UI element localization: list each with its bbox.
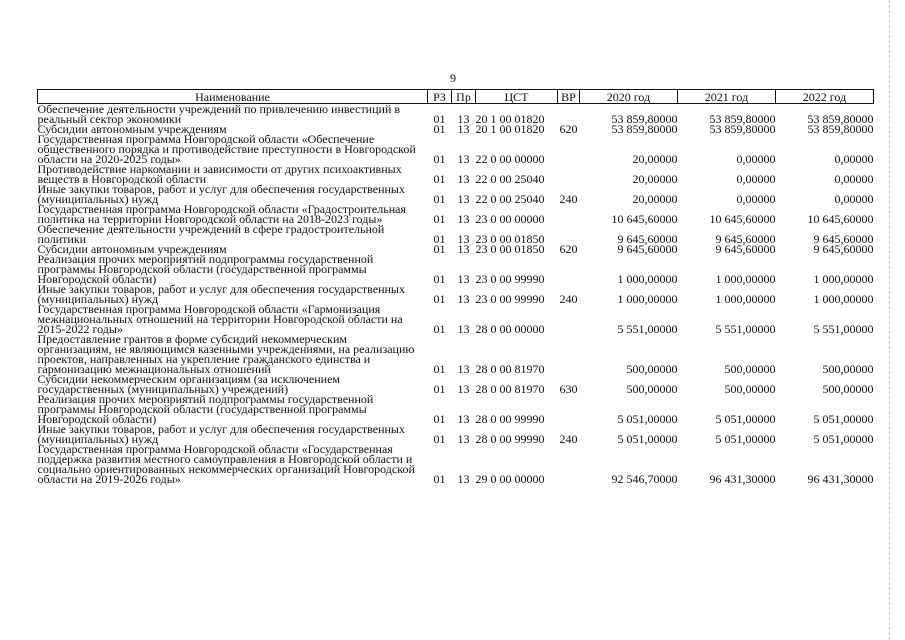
- page-edge-shadow: [889, 0, 890, 640]
- row-2021-value: 1 000,00000: [715, 272, 776, 286]
- row-2022-value: 9 645,60000: [813, 232, 874, 246]
- row-2022-value: 53 859,80000: [807, 112, 874, 126]
- row-cst: 23 0 00 01850: [475, 242, 545, 256]
- row-2021-value: 96 431,30000: [709, 472, 776, 486]
- row-name: Иные закупки товаров, работ и услуг для обеспечения государственных (муниципальных) нужд: [37, 282, 405, 306]
- row-name: Государственная программа Новгородской области «Гармонизация межнациональных отношений на территории Новгородской области на 2015-2022 годы»: [37, 302, 403, 336]
- row-2021-value: 53 859,80000: [709, 122, 776, 136]
- row-name: Государственная программа Новгородской области «Градостроительная политика на территории Новгородской области на 2018-2023 годы»: [37, 202, 406, 226]
- header-2022: 2022 год: [776, 90, 874, 104]
- row-cst: 28 0 00 81970: [475, 362, 545, 376]
- table-body: [38, 104, 874, 485]
- row-cst: 23 0 00 01850: [475, 232, 545, 246]
- row-pr: 13: [457, 232, 470, 246]
- header-2021: 2021 год: [678, 90, 776, 104]
- row-rz: 01: [433, 112, 446, 126]
- row-pr: 13: [457, 412, 470, 426]
- row-pr: 13: [457, 242, 470, 256]
- row-vr: [558, 334, 580, 374]
- row-rz: 01: [433, 412, 446, 426]
- row-name: Субсидии автономным учреждениям: [37, 122, 227, 136]
- row-2021-value: 1 000,00000: [715, 292, 776, 306]
- row-2022-value: 5 051,00000: [813, 432, 874, 446]
- row-2022-value: 5 551,00000: [813, 322, 874, 336]
- row-2020-value: 5 551,00000: [617, 322, 678, 336]
- row-pr: 13: [457, 172, 470, 186]
- row-pr: 13: [457, 152, 470, 166]
- table-row: [38, 444, 874, 484]
- row-2021-value: 10 645,60000: [709, 212, 776, 226]
- row-pr: 13: [457, 472, 470, 486]
- row-rz: 01: [433, 172, 446, 186]
- row-pr: 13: [457, 382, 470, 396]
- table-row: [38, 164, 874, 184]
- row-2020-value: 1 000,00000: [617, 272, 678, 286]
- row-name: Реализация прочих мероприятий подпрограммы государственной программы Новгородской области (государственной программы Новгородской области): [37, 392, 374, 426]
- row-2021-value: 5 551,00000: [715, 322, 776, 336]
- row-2022-value: 1 000,00000: [813, 272, 874, 286]
- row-cst: 22 0 00 25040: [475, 192, 545, 206]
- row-cst: 20 1 00 01820: [475, 112, 545, 126]
- row-rz: 01: [433, 362, 446, 376]
- row-vr: [558, 224, 580, 244]
- row-2021-value: 0,00000: [736, 192, 776, 206]
- row-2021-value: 9 645,60000: [715, 242, 776, 256]
- row-cst: 23 0 00 99990: [475, 272, 545, 286]
- table-row: [38, 424, 874, 444]
- row-cst: 28 0 00 99990: [475, 432, 545, 446]
- header-name: Наименование: [38, 90, 428, 104]
- row-2020-value: 9 645,60000: [617, 232, 678, 246]
- row-pr: 13: [457, 192, 470, 206]
- row-2020-value: 92 546,70000: [611, 472, 678, 486]
- page-number: 9: [450, 71, 456, 85]
- row-2020-value: 1 000,00000: [617, 292, 678, 306]
- row-cst: 28 0 00 81970: [475, 382, 545, 396]
- row-2022-value: 500,00000: [822, 382, 874, 396]
- row-2020-value: 500,00000: [626, 362, 678, 376]
- row-name: Предоставление грантов в форме субсидий некоммерческим организациям, не являющимся казенными учреждениями, на реализацию проектов, направленных на укрепление гражданского единства и гармонизацию межнациональных отношений: [37, 332, 415, 376]
- row-2021-value: 0,00000: [736, 172, 776, 186]
- row-2020-value: 9 645,60000: [617, 242, 678, 256]
- table-row: [38, 394, 874, 424]
- row-name: Иные закупки товаров, работ и услуг для обеспечения государственных (муниципальных) нужд: [37, 182, 405, 206]
- row-vr: [558, 164, 580, 184]
- row-cst: 22 0 00 00000: [475, 152, 545, 166]
- header-cst: ЦСТ: [476, 90, 558, 104]
- row-2022-value: 96 431,30000: [807, 472, 874, 486]
- row-rz: 01: [433, 292, 446, 306]
- row-pr: 13: [457, 322, 470, 336]
- row-rz: 01: [433, 382, 446, 396]
- row-2022-value: 0,00000: [834, 172, 874, 186]
- row-name: Иные закупки товаров, работ и услуг для обеспечения государственных (муниципальных) нужд: [37, 422, 405, 446]
- row-2022-value: 10 645,60000: [807, 212, 874, 226]
- table-row: [38, 104, 874, 125]
- row-2022-value: 9 645,60000: [813, 242, 874, 256]
- row-name: Обеспечение деятельности учреждений по привлечению инвестиций в реальный сектор экономики: [37, 102, 401, 126]
- row-cst: 20 1 00 01820: [475, 122, 545, 136]
- row-2021-value: 500,00000: [724, 362, 776, 376]
- row-2020-value: 53 859,80000: [611, 122, 678, 136]
- row-2020-value: 500,00000: [626, 382, 678, 396]
- table-row: [38, 204, 874, 224]
- table-row: [38, 224, 874, 244]
- row-vr: 630: [559, 382, 578, 396]
- row-vr: 240: [559, 192, 578, 206]
- row-vr: [558, 254, 580, 284]
- row-cst: 28 0 00 00000: [475, 322, 545, 336]
- row-name: Противодействие наркомании и зависимости от других психоактивных веществ в Новгородской области: [37, 162, 402, 186]
- row-2021-value: 9 645,60000: [715, 232, 776, 246]
- row-rz: 01: [433, 192, 446, 206]
- row-2020-value: 53 859,80000: [611, 112, 678, 126]
- row-name: Государственная программа Новгородской области «Государственная поддержка развития местного самоуправления в Новгородской области и социально ориентированных некоммерческих организаций Новгородской области на 2019-2026 годы»: [37, 442, 415, 486]
- row-2022-value: 1 000,00000: [813, 292, 874, 306]
- row-pr: 13: [457, 122, 470, 136]
- row-2022-value: 0,00000: [834, 152, 874, 166]
- row-rz: 01: [433, 242, 446, 256]
- row-vr: [558, 204, 580, 224]
- header-pr: Пр: [452, 90, 476, 104]
- table-row: [38, 254, 874, 284]
- budget-table: [37, 89, 874, 484]
- row-2021-value: 5 051,00000: [715, 432, 776, 446]
- header-2020: 2020 год: [580, 90, 678, 104]
- row-rz: 01: [433, 232, 446, 246]
- table-row: [38, 334, 874, 374]
- table-row: [38, 374, 874, 394]
- row-vr: [558, 394, 580, 424]
- row-2020-value: 5 051,00000: [617, 432, 678, 446]
- row-2021-value: 0,00000: [736, 152, 776, 166]
- table-row: [38, 184, 874, 204]
- row-name: Субсидии автономным учреждениям: [37, 242, 227, 256]
- row-rz: 01: [433, 322, 446, 336]
- row-2020-value: 20,00000: [632, 172, 678, 186]
- table-row: [38, 284, 874, 304]
- row-rz: 01: [433, 272, 446, 286]
- row-2022-value: 53 859,80000: [807, 122, 874, 136]
- row-2021-value: 53 859,80000: [709, 112, 776, 126]
- row-rz: 01: [433, 472, 446, 486]
- row-vr: [558, 304, 580, 334]
- row-rz: 01: [433, 212, 446, 226]
- row-vr: [558, 134, 580, 164]
- row-2021-value: 500,00000: [724, 382, 776, 396]
- table-row: [38, 304, 874, 334]
- row-pr: 13: [457, 112, 470, 126]
- row-name: Субсидии некоммерческим организациям (за исключением государственных (муниципальных) учреждений): [37, 372, 341, 396]
- row-name: Государственная программа Новгородской области «Обеспечение общественного порядка и противодействие преступности в Новгородской области на 2020-2025 годы»: [37, 132, 416, 166]
- row-pr: 13: [457, 272, 470, 286]
- row-vr: 240: [559, 292, 578, 306]
- row-cst: 23 0 00 00000: [475, 212, 545, 226]
- row-rz: 01: [433, 122, 446, 136]
- row-pr: 13: [457, 212, 470, 226]
- row-pr: 13: [457, 362, 470, 376]
- table-row: [38, 134, 874, 164]
- row-vr: 620: [559, 122, 578, 136]
- row-2022-value: 500,00000: [822, 362, 874, 376]
- row-cst: 29 0 00 00000: [475, 472, 545, 486]
- row-cst: 22 0 00 25040: [475, 172, 545, 186]
- header-vr: ВР: [558, 90, 580, 104]
- row-vr: [558, 104, 580, 125]
- row-2020-value: 20,00000: [632, 152, 678, 166]
- row-2020-value: 10 645,60000: [611, 212, 678, 226]
- row-pr: 13: [457, 292, 470, 306]
- row-cst: 23 0 00 99990: [475, 292, 545, 306]
- row-name: Реализация прочих мероприятий подпрограммы государственной программы Новгородской области (государственной программы Новгородской области): [37, 252, 374, 286]
- row-vr: 240: [559, 432, 578, 446]
- row-2022-value: 0,00000: [834, 192, 874, 206]
- row-rz: 01: [433, 432, 446, 446]
- row-rz: 01: [433, 152, 446, 166]
- row-name: Обеспечение деятельности учреждений в сфере градостроительной политики: [37, 222, 385, 246]
- row-2022-value: 5 051,00000: [813, 412, 874, 426]
- row-2020-value: 5 051,00000: [617, 412, 678, 426]
- header-rz: РЗ: [428, 90, 452, 104]
- row-2021-value: 5 051,00000: [715, 412, 776, 426]
- row-vr: [558, 444, 580, 484]
- row-cst: 28 0 00 99990: [475, 412, 545, 426]
- row-2020-value: 20,00000: [632, 192, 678, 206]
- row-vr: 620: [559, 242, 578, 256]
- row-pr: 13: [457, 432, 470, 446]
